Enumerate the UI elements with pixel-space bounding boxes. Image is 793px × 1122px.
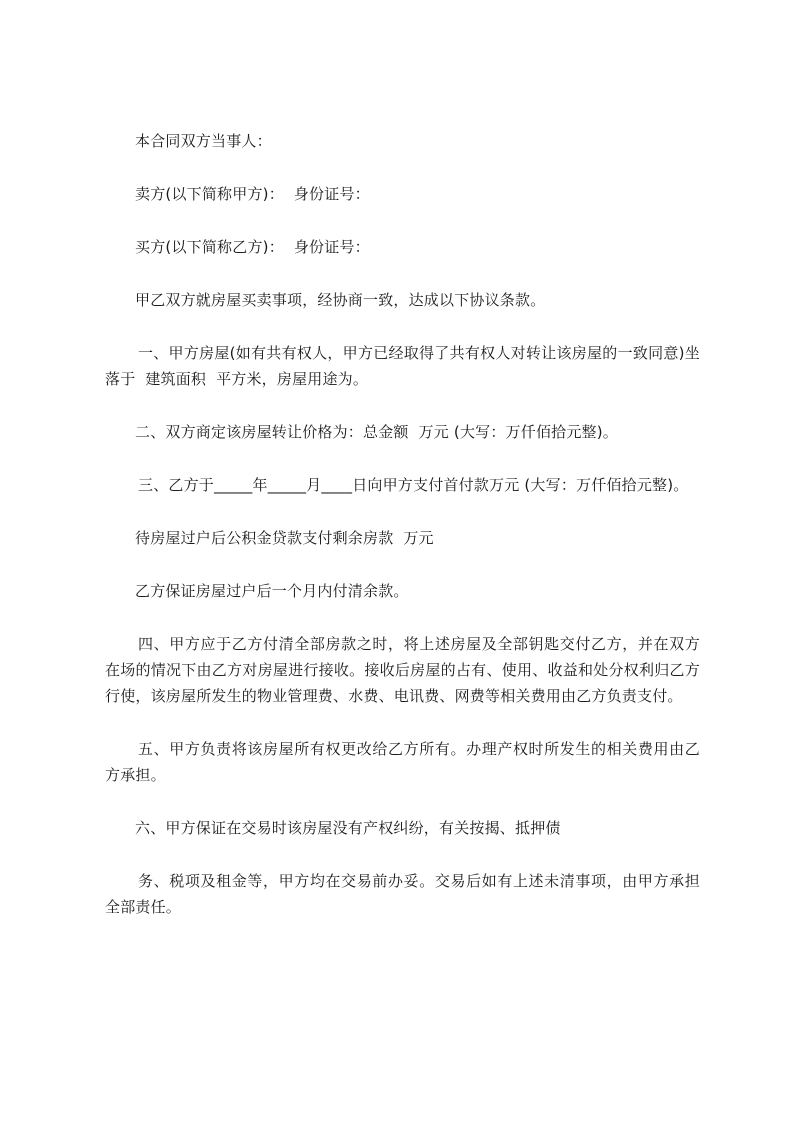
clause-5-title-transfer: 五、甲方负责将该房屋所有权更改给乙方所有。办理产权时所发生的相关费用由乙方承担。 (105, 740, 700, 784)
clause-6-continuation: 务、税项及租金等，甲方均在交易前办妥。交易后如有上述未清事项，由甲方承担全部责任。 (105, 872, 700, 916)
clause-1-property: 一、甲方房屋(如有共有权人，甲方已经取得了共有权人对转让该房屋的一致同意)坐落于 建筑面积 平方米，房屋用途为。 (105, 344, 700, 388)
clause-3-down-payment: 三、乙方于_____年_____月____日向甲方支付首付款万元 (大写：万仟佰拾元整)。 (138, 476, 689, 494)
clause-2-price: 二、双方商定该房屋转让价格为：总金额 万元 (大写：万仟佰拾元整)。 (135, 423, 619, 441)
document-body (105, 128, 700, 947)
agreement-intro: 甲乙双方就房屋买卖事项，经协商一致，达成以下协议条款。 (135, 291, 546, 309)
seller-line: 卖方(以下简称甲方)： 身份证号： (135, 185, 370, 203)
buyer-line: 买方(以下简称乙方)： 身份证号： (135, 238, 370, 256)
balance-guarantee-line: 乙方保证房屋过户后一个月内付清余款。 (135, 582, 409, 600)
clause-6-guarantee: 六、甲方保证在交易时该房屋没有产权纠纷，有关按揭、抵押债 (135, 819, 561, 837)
remaining-payment-line: 待房屋过户后公积金贷款支付剩余房款 万元 (135, 529, 434, 547)
clause-4-handover: 四、甲方应于乙方付清全部房款之时，将上述房屋及全部钥匙交付乙方，并在双方在场的情况下由乙方对房屋进行接收。接收后房屋的占有、使用、收益和处分权利归乙方行使，该房屋所发生的物业管理费、水费、电讯费、网费等相关费用由乙方负责支付。 (105, 635, 700, 705)
contract-parties-heading: 本合同双方当事人： (135, 132, 272, 150)
